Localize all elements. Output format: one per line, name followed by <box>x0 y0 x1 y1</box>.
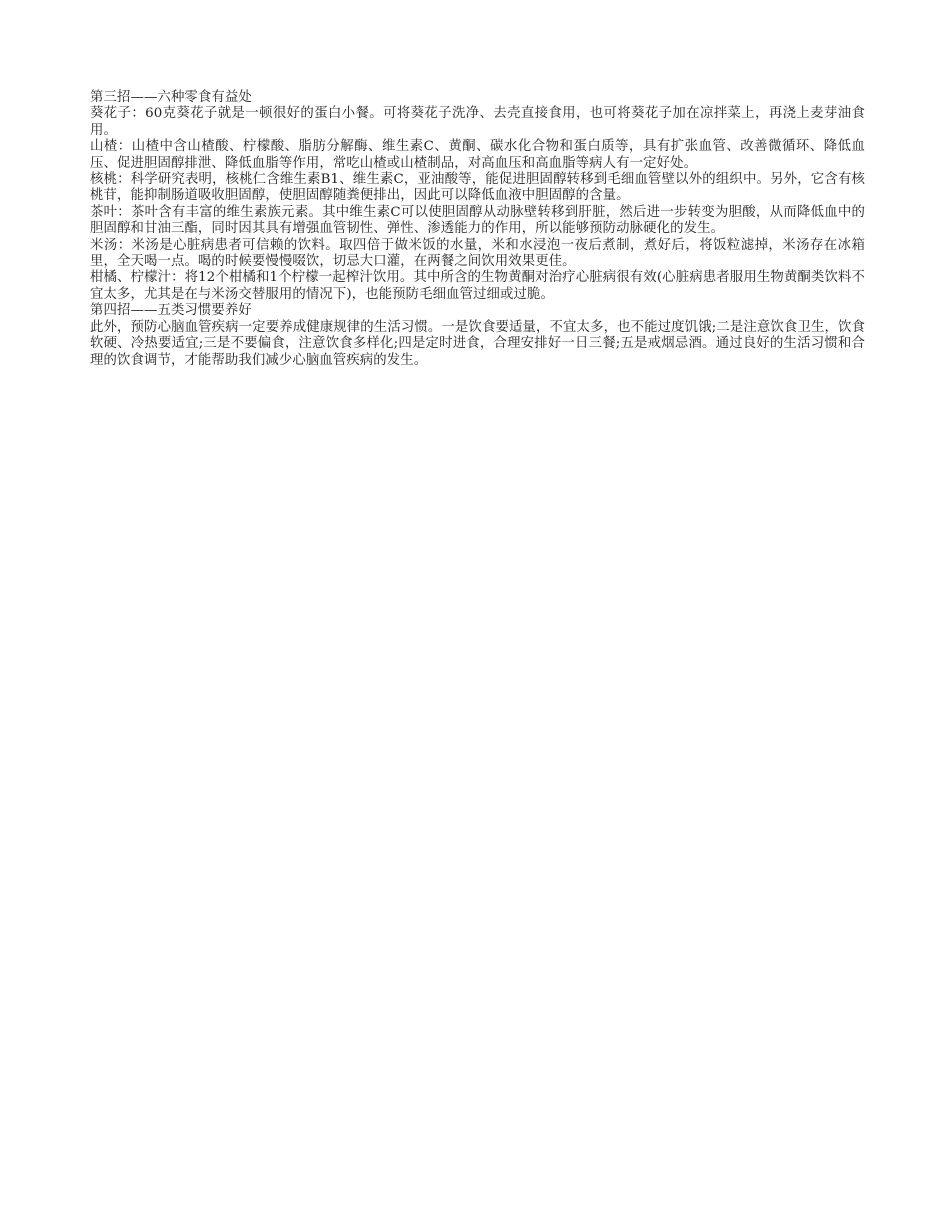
paragraph-sunflower-seeds: 葵花子：60克葵花子就是一顿很好的蛋白小餐。可将葵花子洗净、去壳直接食用，也可将葵花子加在凉拌菜上，再浇上麦芽油食用。 <box>90 106 865 138</box>
section-heading-3: 第三招——六种零食有益处 <box>90 90 252 105</box>
paragraph-hawthorn: 山楂：山楂中含山楂酸、柠檬酸、脂肪分解酶、维生素C、黄酮、碳水化合物和蛋白质等，具有扩张血管、改善微循环、降低血压、促进胆固醇排泄、降低血脂等作用，常吃山楂或山楂制品，对高血压和高血脂等病人有一定好处。 <box>90 139 865 171</box>
paragraph-rice-soup: 米汤：米汤是心脏病患者可信赖的饮料。取四倍于做米饭的水量，米和水浸泡一夜后煮制，煮好后，将饭粒滤掉，米汤存在冰箱里，全天喝一点。喝的时候要慢慢啜饮，切忌大口灌，在两餐之间饮用效果更佳。 <box>90 237 865 270</box>
paragraph-citrus-lemon-juice: 柑橘、柠檬汁：将12个柑橘和1个柠檬一起榨汁饮用。其中所含的生物黄酮对治疗心脏病很有效(心脏病患者服用生物黄酮类饮料不宜太多，尤其是在与米汤交替服用的情况下)，也能预防毛细血管过细或过脆。 <box>90 270 865 302</box>
document-body <box>90 90 865 369</box>
paragraph-tea: 茶叶：茶叶含有丰富的维生素族元素。其中维生素C可以使胆固醇从动脉壁转移到肝脏，然后进一步转变为胆酸，从而降低血中的胆固醇和甘油三酯，同时因其具有增强血管韧性、弹性、渗透能力的作用，所以能够预防动脉硬化的发生。 <box>90 204 865 237</box>
paragraph-walnut: 核桃：科学研究表明，核桃仁含维生素B1、维生素C，亚油酸等，能促进胆固醇转移到毛细血管壁以外的组织中。另外，它含有核桃苷，能抑制肠道吸收胆固醇，使胆固醇随粪便排出，因此可以降低血液中胆固醇的含量。 <box>90 172 865 204</box>
paragraph-habits: 此外，预防心脑血管疾病一定要养成健康规律的生活习惯。一是饮食要适量，不宜太多，也不能过度饥饿;二是注意饮食卫生，饮食软硬、冷热要适宜;三是不要偏食，注意饮食多样化;四是定时进食，合理安排好一日三餐;五是戒烟忌酒。通过良好的生活习惯和合理的饮食调节，才能帮助我们减少心脑血管疾病的发生。 <box>90 319 865 368</box>
section-heading-4: 第四招——五类习惯要养好 <box>90 303 252 319</box>
